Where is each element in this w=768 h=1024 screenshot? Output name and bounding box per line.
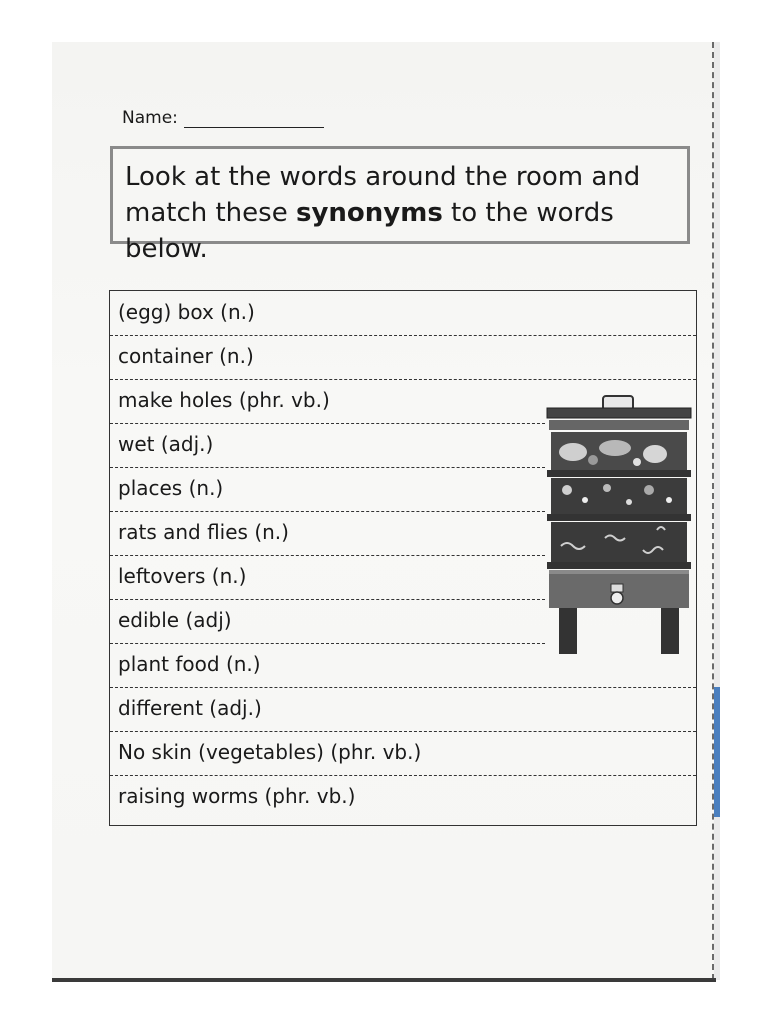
word-label: container (n.) [118, 344, 254, 368]
word-label: (egg) box (n.) [118, 300, 255, 324]
word-row [110, 335, 696, 379]
word-label: edible (adj) [118, 608, 232, 632]
word-label: No skin (vegetables) (phr. vb.) [118, 740, 422, 764]
word-label: different (adj.) [118, 696, 262, 720]
instructions-box [110, 146, 690, 264]
word-label: make holes (phr. vb.) [118, 388, 330, 412]
word-row [110, 731, 696, 775]
word-label: wet (adj.) [118, 432, 214, 456]
word-label: rats and flies (n.) [118, 520, 289, 544]
word-label: raising worms (phr. vb.) [118, 784, 356, 808]
page-bottom-edge [52, 978, 716, 982]
word-label: places (n.) [118, 476, 224, 500]
word-row [110, 775, 696, 819]
word-label: plant food (n.) [118, 652, 261, 676]
name-row [122, 108, 324, 128]
wormery-bin-icon [545, 390, 693, 660]
instructions-text-start: Look at the words around the room and match these [125, 162, 641, 228]
name-label: Name: [122, 108, 178, 128]
word-row [110, 687, 696, 731]
name-blank-line [184, 109, 324, 128]
instructions-bold-word: synonyms [295, 198, 443, 228]
word-label: leftovers (n.) [118, 564, 247, 588]
page-edge-strip [714, 42, 720, 980]
word-row [110, 291, 696, 335]
instructions-text-end: to the words below. [125, 198, 614, 264]
